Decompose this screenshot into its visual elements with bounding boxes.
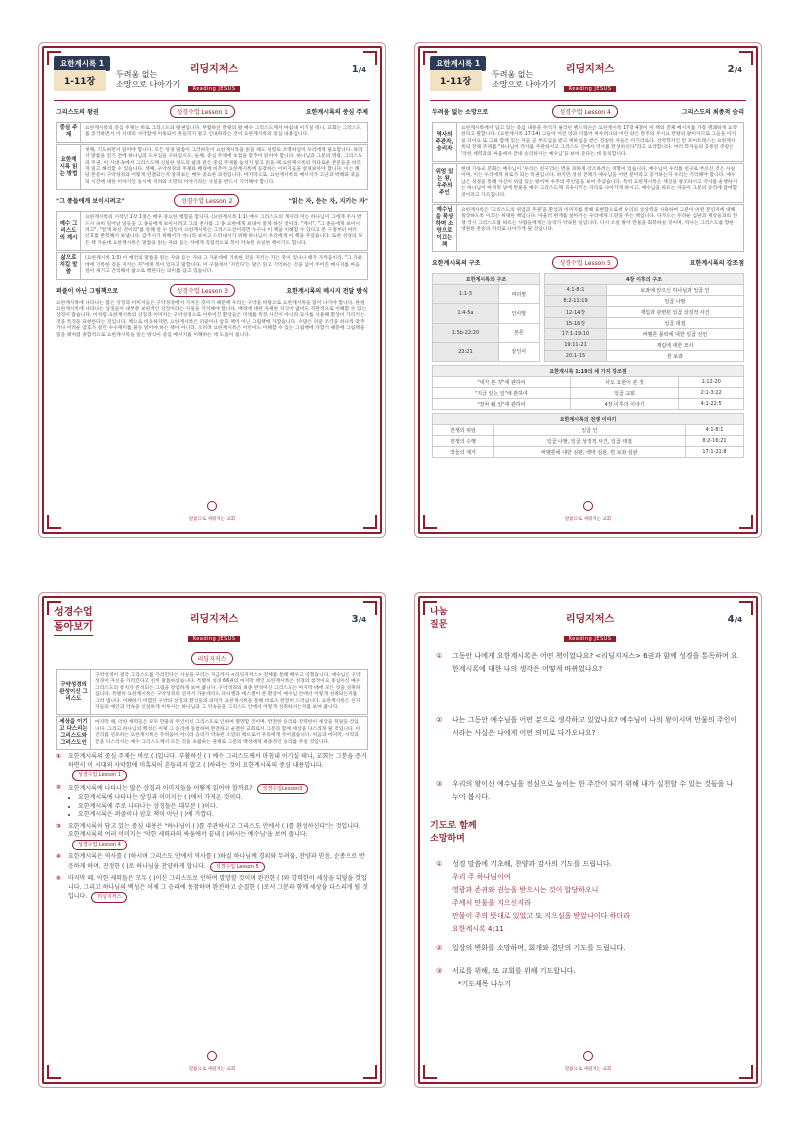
table-row xyxy=(433,304,540,323)
table-row xyxy=(545,329,744,340)
table-cell: 재림에 대한 묘사 xyxy=(606,340,743,351)
title-line: 나눔 xyxy=(430,607,448,617)
logo-subtext: Reading JESUS xyxy=(564,86,615,92)
subtitle xyxy=(492,70,556,90)
footer-text: 말씀으로 세워지는 교회 xyxy=(188,517,236,522)
table-row xyxy=(545,318,744,329)
table-row xyxy=(433,388,744,399)
page-current: 3 xyxy=(351,614,359,625)
table-cell: 전쟁의 위임 xyxy=(433,425,494,436)
church-logo-icon xyxy=(583,501,593,511)
review-question xyxy=(56,853,368,872)
prayer-title-wrap xyxy=(420,816,756,858)
table-row xyxy=(433,436,744,447)
box-text: 현대 기독교 문화는 예수님이 '우리는 친구'라는 면을 과하게 강조하려는 경향이 있습니다. 예수님이 우리를 친구로 부르신 것은 사실이며, 이는 우리에게 위로가 되는 특권입니다. 하지만 성경 전체가 예수님을 어떤 분이라고 증거하는지 우리는 기억해야 합니다. 예수님은 성경을 통해 자신이 위엄 있는 왕이며 우주의 주인임을 보여 주셨습니다. 특히 요한계시록은 세상을 창조하시고 역사를 운행하시는 하나님이 마지막 날에 만물을 예수 그리스도께 귀속시키는 자리로 나아가게 하시고, 예수님을 따르는 자들이 그분의 승리에 참여할 것이라고 가르칩니다. xyxy=(461,167,738,198)
lesson-pill: 성경수업 Lesson 5 xyxy=(210,862,265,873)
logo-subtext: Reading JESUS xyxy=(188,636,239,642)
sharing-title xyxy=(430,606,447,632)
question-text: 그동안 나에게 요한계시록은 어떤 책이었나요? <리딩지저스> 6권과 함께 성경을 통독하며 요한계시록에 대한 나의 생각은 어떻게 바뀌었나요? xyxy=(452,652,738,673)
table-cell: 전쟁의 수행 xyxy=(433,436,494,447)
page-1 xyxy=(42,46,382,534)
table-cell: 12-14장 xyxy=(545,307,607,318)
lesson-pill: 리딩지저스 xyxy=(91,892,127,903)
table-cell: 일곱 인 xyxy=(493,425,685,436)
section-left: 그리스도의 왕권 xyxy=(56,109,99,116)
table-cell: 일곱 교회 xyxy=(570,388,679,399)
number-2-icon: ② xyxy=(56,783,62,791)
lesson-pill: 성경수업 Lesson 1 xyxy=(72,770,127,781)
table-row xyxy=(433,399,744,410)
reading-jesus-logo xyxy=(174,610,254,644)
table-cell: 보좌에 앉으신 하나님과 일곱 인 xyxy=(606,285,743,296)
footer-text: 말씀으로 세워지는 교회 xyxy=(564,1067,612,1072)
table-cell: 4:1-22:5 xyxy=(679,399,744,410)
box-text: 요한계시록의 중심 주제는 바로 그리스도의 왕권입니다. 부활하신 만왕의 왕 예수 그리스도께서 마침내 이기실 테니, 교회는 그리스도를 증거하면서 이 시대의 사악함에 미혹되어 흔들리지 말고 인내하라는 것이 요한계시록의 중심 내용입니다. xyxy=(85,126,362,138)
review-title xyxy=(54,606,93,636)
box-label: 삶으로 지킬 말씀 xyxy=(57,253,81,278)
table-cell: 일곱 나팔 xyxy=(606,296,743,307)
content-box xyxy=(56,144,368,190)
section-left: "그 종들에게 보이시려고" xyxy=(56,198,125,206)
page-header xyxy=(54,56,370,98)
table-row xyxy=(433,323,540,342)
page-header xyxy=(430,606,746,648)
war-story-table xyxy=(432,413,744,458)
chapter-tag: 1-11장 xyxy=(430,70,482,91)
section-left: 두려움 없는 소망으로 xyxy=(432,109,489,116)
box-text: 구약성경이 결국 그리스도를 가리킨다는 사실을 우리는 지금까지 <리딩지저스> 전체를 통해 배우고 익혔습니다. 예수님은 구약성경이 자신을 가리킨다고 친히 말씀하셨습니다. 특별히 성경 66권의 마지막 책인 요한계시록은 성경의 첨정이요 중심이신 예수 그리스도의 통치가 완성되는 그림을 장엄하게 보여 줍니다. 구약성경의 최종 완성이신 그리스도는 마지막 때에 모든 것을 성취하십니다. 특별히 요한계시록은 구약성경의 선지서 가운데서도 다니엘과 에스겔이 본 환상이 예수님 안에서 어떻게 성취되는지를 그려 냅니다. 이해하기 어렵던 구약의 상징과 환상들의 의미가 요한계시록을 통해 비로소 완전히 드러납니다. 요한계시록은 선지자들의 예언과 약속을 신실하게 이루시는 하나님과 그 약속들을 그리스도 안에서 어떻게 성취하시는지를 보여 줍니다. xyxy=(95,673,361,711)
number-5-icon: ⑤ xyxy=(56,875,62,883)
content-box xyxy=(432,163,744,203)
reading-jesus-logo xyxy=(174,60,254,94)
review-question xyxy=(56,784,368,820)
chapter4-structure-table xyxy=(544,273,744,362)
table-cell: 끝인사 xyxy=(498,342,539,361)
church-logo-icon xyxy=(207,1051,217,1061)
page-4 xyxy=(418,596,758,1084)
table-cell: 흰 보좌 xyxy=(606,351,743,362)
page-total: /4 xyxy=(734,66,742,74)
page-header xyxy=(430,56,746,98)
box-text: 마지막 때, 악한 세력들은 모두 만물의 주인이신 그리스도로 인하여 멸망할 것이며, 완전한 승리와 강력한이 세상을 뒤덮을 것입니다. 그리고 하나님의 백성은 이제 그 승리에 동참하며 완전하고 순결한 교회로서 그분과 함께 세상을 다스리게 될 것입니다. 이 진리를 선포하는 요한계시록은 두려움이 아니라 승리가 약속된 소망의 책으로서 우리에게 주어졌습니다. 처음과 마지막, 시작과 끝을 다스리시는 예수 그리스도께서 모든 것을 초월하는 권세로 그분의 백성에게 최종적인 승리를 주실 것입니다. xyxy=(95,720,361,745)
logo-text: 리딩지저스 xyxy=(565,64,615,75)
table-cell: 일곱 대접 xyxy=(606,318,743,329)
reading-jesus-logo xyxy=(550,60,630,94)
page-total: /4 xyxy=(358,616,366,624)
box-label: 역사의 주관자, 승리자 xyxy=(433,123,457,161)
box-text: (요한계시록 1:3) 이 예언의 말씀을 읽는 자와 듣는 자와 그 가운데에 기록한 것을 지키는 자는 복이 있나니 때가 가까움이라. "그 가운데에 기록한 것을 지키는 자"에게 복이 있다고 말합니다. 이 구절에서 '지킨다'는 말은 읽고 기억하는 것을 넘어 주어진 메시지를 마음 깊이 새기고 간직해서 삶으로 행한다는 의미를 담고 있습니다. xyxy=(85,256,363,275)
table-cell: 19:11-21 xyxy=(545,340,607,351)
page-footer xyxy=(44,496,380,522)
box-label: 위엄 있는 왕, 우주의 주인 xyxy=(433,164,457,202)
table-cell: 22:21 xyxy=(433,342,499,361)
table-row xyxy=(545,351,744,362)
table-cell: 8:2-16:21 xyxy=(685,436,743,447)
lesson-pill: 성경수업 Lesson 4 xyxy=(552,105,617,118)
verse-line: 영광과 존귀와 권능을 받으시는 것이 합당하오니 xyxy=(452,886,599,894)
lesson-pill: 성경수업 Lesson 2 xyxy=(174,194,239,207)
number-3-icon: ③ xyxy=(56,822,62,830)
number-2-icon: ② xyxy=(436,716,443,724)
structure-table xyxy=(432,273,540,362)
table-cell: 본론 xyxy=(498,323,539,342)
question-text: 요한계시록은 역사를 ( )하시며 그리스도 안에서 역사를 ( )하실 하나님께 경외와 두려움, 찬양과 믿음, 순종으로 반응하게 하며, 진정한 ( )로 하나님을 찬양하게 합니다. xyxy=(68,853,365,870)
lesson-pill: 성경수업Lesson3 xyxy=(257,784,309,795)
table-row xyxy=(433,447,744,458)
table-cell: 일곱 나팔, 일곱 상징적 사건, 일곱 대접 xyxy=(493,436,685,447)
header-divider xyxy=(54,100,370,101)
table-row xyxy=(545,340,744,351)
logo-text: 리딩지저스 xyxy=(189,614,239,625)
number-1-icon: ① xyxy=(436,652,443,660)
prayer-text: 일상의 변화를 소망하며, 회개와 결단의 기도를 드립니다. xyxy=(452,944,626,952)
number-2-icon: ② xyxy=(436,944,443,952)
box-label: 요한계시록 읽는 방법 xyxy=(57,145,81,189)
table-title: 요한계시록의 구조 xyxy=(433,274,540,285)
page-current: 4 xyxy=(727,614,735,625)
series-tag: 요한계시록 1 xyxy=(54,56,110,71)
table-row xyxy=(433,285,540,304)
prayer-item xyxy=(436,942,740,955)
logo-text: 리딩지저스 xyxy=(189,64,239,75)
content-box xyxy=(56,716,368,750)
content-box xyxy=(432,204,744,252)
section-heading xyxy=(56,105,368,118)
section-heading xyxy=(432,256,744,269)
section-right: 요한계시록의 중심 주제 xyxy=(305,109,368,116)
verse-line: 주께서 만물을 지으신지라 xyxy=(452,899,531,907)
prayer-item xyxy=(436,965,740,991)
lesson-pill: 리딩지저스 xyxy=(191,652,234,665)
section-heading xyxy=(56,284,368,297)
table-cell: 17:1-21:8 xyxy=(685,447,743,458)
review-question xyxy=(56,753,368,781)
section-heading xyxy=(432,105,744,118)
table-cell: 재림과 관련된 일곱 상징적 사건 xyxy=(606,307,743,318)
page-2 xyxy=(418,46,758,534)
page-header xyxy=(54,606,370,648)
footer-text: 말씀으로 세워지는 교회 xyxy=(564,517,612,522)
table-cell: 바벨론 몰락에 대한 일곱 선언 xyxy=(606,329,743,340)
question-text: 요한계시록의 중심 주제는 바로 ( )입니다. 부활하신 ( ) 예수 그리스도께서 마침내 이기실 테니, 교회는 그분을 증거하면서 이 시대의 사악함에 미혹되어 흔들리지 말고 ( )하라는 것이 요한계시록의 중심 내용입니다. xyxy=(68,753,367,769)
content-box xyxy=(56,211,368,251)
page-3 xyxy=(42,596,382,1084)
page-current: 2 xyxy=(727,64,735,75)
box-label: 예수님을 묵상하며 소망으로 이끄는 책 xyxy=(433,205,457,251)
question-text: 마지막 때, 악한 세력들은 모두 ( )이신 그리스도로 인하여 멸망할 것이며 완전한 ( )와 강력한이 세상을 뒤덮을 것입니다. 그리고 하나님의 백성은 이제 그 승리에 동참하며 완전하고 순결한 ( )로서 그분과 함께 세상을 다스리게 될 것입니다. xyxy=(68,875,368,901)
table-row xyxy=(545,296,744,307)
logo-text: 리딩지저스 xyxy=(565,614,615,625)
page-number xyxy=(352,64,366,75)
table-title: 요한계시록의 전쟁 이야기 xyxy=(433,414,744,425)
prayer-text: 성경 말씀에 기초해, 찬양과 감사의 기도를 드립니다. xyxy=(452,860,612,868)
table-cell: 1:4-5a xyxy=(433,304,499,323)
page-footer xyxy=(44,1046,380,1072)
content-box xyxy=(56,252,368,279)
table-cell: 적들의 제거 xyxy=(433,447,494,458)
content-box xyxy=(432,122,744,162)
subtitle-line: 두려움 없는 xyxy=(116,70,158,79)
table-cell: "지금 있는 일"에 관하여 xyxy=(433,388,571,399)
page-footer xyxy=(420,1046,756,1072)
table-row xyxy=(545,307,744,318)
series-tag: 요한계시록 1 xyxy=(430,56,486,71)
page-number xyxy=(728,614,742,625)
title-line: 돌아보기 xyxy=(54,621,93,636)
review-question xyxy=(56,875,368,903)
question-text: 나는 그동안 예수님을 어떤 분으로 생각하고 있었나요? 예수님이 나의 왕이시며 만물의 주인이시라는 사실은 나에게 어떤 의미로 다가오나요? xyxy=(452,716,738,737)
number-3-icon: ③ xyxy=(436,780,443,788)
lesson-pill: 성경수업 Lesson 3 xyxy=(170,284,235,297)
box-text: 요한계시록은 '그리스도의 위엄과 주권'을 환상과 이미지를 통해 표현함으로써 우리의 상상력을 사용하여 그분이 어떤 분인지에 대해 묵상하도록 이끄는 위대한 책입니다. 아울러 현재를 살아가는 우리에게 소망을 주는 책입니다. 다가오는 두려운 심판과 재앙들과의 전쟁 역시 그리스도를 따르는 사람들에게는 승리가 약속된 일입니다. 다시 오실 왕이 만물을 회복하실 것이며, 역사는 그리스도를 향한 영원한 찬송의 자리로 나아가게 될 것입니다. xyxy=(461,208,738,233)
verse-reference: 요한계시록 4:11 xyxy=(452,925,504,933)
church-logo-icon xyxy=(207,501,217,511)
question-bullet: • 요한계시록은 퍼즐이나 암호 책이 아닌 ( )에 가깝다. xyxy=(78,811,308,820)
subtitle xyxy=(116,70,180,90)
page-number xyxy=(352,614,366,625)
question-text: 요한계시록이 담고 있는 중심 내용은 "하나님이 ( )를 주관하시고 그리스도 안에서 ( )를 완성하신다"는 것입니다. 요한계시록의 여러 이미지는 '악한 세력과의 싸움에서 끝내 ( )하시는 예수님'을 보여 줍니다. xyxy=(68,822,361,839)
table-row xyxy=(433,425,744,436)
table-row xyxy=(433,342,540,361)
table-cell: 17:1-19:10 xyxy=(545,329,607,340)
table-cell: 1:12-20 xyxy=(679,377,744,388)
box-label: 예수 그리스도의 계시 xyxy=(57,212,81,250)
lesson-pill: 성경수업 Lesson 5 xyxy=(552,256,617,269)
table-cell: "네가 본 것"에 관하여 xyxy=(433,377,571,388)
prayer-note: *기도제목 나누기 xyxy=(458,980,512,988)
lesson-pill: 성경수업 Lesson 1 xyxy=(170,105,235,118)
emphasis-table xyxy=(432,365,744,410)
header-divider xyxy=(430,100,746,101)
footer-text: 말씀으로 세워지는 교회 xyxy=(188,1067,236,1072)
table-title: 4장 이후의 구조 xyxy=(545,274,744,285)
subtitle-line: 소망으로 나아가기 xyxy=(116,80,181,89)
structure-tables xyxy=(432,273,744,362)
logo-subtext: Reading JESUS xyxy=(564,636,615,642)
section-heading xyxy=(56,194,368,207)
sharing-question xyxy=(436,778,740,804)
box-label: 구약성경의 완성이신 그리스도 xyxy=(57,670,91,714)
table-cell: 머리말 xyxy=(498,285,539,304)
table-cell: 1:1-3 xyxy=(433,285,499,304)
table-cell: 1:5b-22:20 xyxy=(433,323,499,342)
subtitle-line: 소망으로 나아가기 xyxy=(492,80,557,89)
box-label: 세상을 이기고 다스리는 그리스도와 그리스도인 xyxy=(57,717,91,749)
table-title: 요한계시록 1:19의 세 가지 강조점 xyxy=(433,366,744,377)
prayer-title xyxy=(430,820,477,846)
table-cell: "장차 될 일"에 관하여 xyxy=(433,399,571,410)
page-current: 1 xyxy=(351,64,359,75)
number-3-icon: ③ xyxy=(436,967,443,975)
page-total: /4 xyxy=(358,66,366,74)
table-cell: 바벨론에 대한 심판, 백마 심판, 흰 보좌 심판 xyxy=(493,447,685,458)
table-cell: 4장 이후의 이야기 xyxy=(570,399,679,410)
table-cell: 2:1-3:22 xyxy=(679,388,744,399)
page-total: /4 xyxy=(734,616,742,624)
box-label: 중심 주제 xyxy=(57,123,81,142)
lesson-pill: 성경수업 Lesson 4 xyxy=(72,840,127,851)
section-left: 요한계시록의 구조 xyxy=(432,260,481,268)
body-paragraph: 요한계시록에 나타나는 많은 상징과 이미지들은 구약성경에서 가져온 것이기 때문에 우리는 구약을 바탕으로 요한계시록을 읽어 나가야 합니다. 한편 요한계시록에 나타나는 상징들이 대부분 보편적인 상징이라는 사실을 기억해야 합니다. 배경에 대한 자세한 지식이 없어도 직관적으로 이해할 수 있는 상징이 많습니다. 이처럼 요한계시록의 상징과 이미지는 구약성경으로 이루어진 환상들은 미래를 특정 사건이 아니라 묘사를 사용해 환상이 가리키는 것을 특징을 표현한다는 것입니다. 책으로 비유하자면, 요한계시록은 퍼즐이나 암호 책이 아닌 그림책에 가깝습니다. 수많은 퍼즐 조각을 하나씩 맞추거나 어려운 암호가 걸린 수수께끼를 풀듯 읽어야 하는 책이 아니라, 오히려 요한계시록은 어린이도 이해할 수 있는 그림책에 가깝기 때문에 그림책을 읽을 때처럼 종합적으로 요한계시록을 읽는 방식이 중심 메시지를 이해하는 데 도움이 됩니다. xyxy=(56,300,367,338)
section-heading xyxy=(56,652,368,665)
page-footer xyxy=(420,496,756,522)
section-left: 퍼즐이 아닌 그림책으로 xyxy=(56,287,119,295)
section-right: 요한계시록의 메시지 전달 방식 xyxy=(286,287,368,295)
sharing-question xyxy=(436,714,740,740)
box-text: 첫째, 기도하면서 읽어야 합니다. 모든 성경 말씀이 그러하듯이 요한계시록을 읽을 때도 성령의 조명하심이 우리에게 필요합니다. 따라서 말씀을 읽기 전에 하나님의 도우심을 구하십시오. 둘째, 중심 주제에 초점을 맞추어 읽어야 합니다. 하나님과 그분의 영광, 그리스도의 주권, 이 시대 속에서 그리스도께 신실한 성도의 삶과 같은 중심 주제를 놓치지 말고 읽을 때 요한계시록의 까다로운 본문들을 바르게 읽고 해석할 수 있습니다. 셋째, 구약성경의 주제와 배경에 비추어 요한계시록에 등장하는 이미지들을 살펴보아야 합니다. 이는 해당 본문이 구약성경과 어떻게 연결되는지 살펴보는 매우 중요한 과정입니다. 마지막으로, 요한계시록의 메시지가 고난과 박해와 죽음의 시간에 대한 이야기인 동시에 격려와 소망의 이야기라는 사실을 반드시 기억해야 합니다. xyxy=(85,147,363,185)
section-right: 그리스도의 최종적 승리 xyxy=(681,109,744,116)
reading-jesus-logo xyxy=(550,610,630,644)
subtitle-line: 두려움 없는 xyxy=(492,70,534,79)
content-box xyxy=(56,669,368,715)
verse-line: 우리 주 하나님이여 xyxy=(452,873,511,881)
question-bullet: • 요한계시록에 주로 나타나는 상징들은 대부분 ( )이다. xyxy=(78,803,308,812)
table-cell: 4:1-8:1 xyxy=(685,425,743,436)
question-text: 요한계시록에 나타나는 많은 상징과 이미지들을 어떻게 읽어야 할까요? xyxy=(68,784,253,792)
verse-line: 만물이 주의 뜻대로 있었고 또 지으심을 받았나이다 하더라 xyxy=(452,912,630,920)
question-bullet: • 요한계시록에 나타나는 상징과 이미지는 ( )에서 가져온 것이다. xyxy=(78,794,308,803)
box-text: 요한계시록의 시작인 1장 1절은 매우 중요한 행함을 합니다. (요한계시록 1:1) 예수 그리스도의 계시라 이는 하나님이 그에게 주사 반드시 속히 일어날 일들을 그 종들에게 보이시려고 그의 천사를 그 종 요한에게 보내어 알게 하신 것이라. "계시", "그 종들에게 보이시려고", "알게 하신 것이라"를 통해 알 수 있듯이 요한계시록은 그리스도인이라면 누구나 이 책을 이해할 수 있다고 본 구절부터 여러 신호를 반복해서 보냅니다. 감추시기 위해서가 아니라 보이고 드러내시기 위해 하나님이 우리에게 이 책을 주셨습니다. 또한 성경의 모든 책 가운데 요한계시록은 말씀을 읽는 자와 듣는 자에게 직접적으로 복이 약속된 유일한 책이기도 합니다. xyxy=(85,215,363,246)
page-number xyxy=(728,64,742,75)
section-right: "읽는 자, 듣는 자, 지키는 자" xyxy=(288,198,368,206)
sharing-question xyxy=(436,650,740,676)
logo-subtext: Reading JESUS xyxy=(188,86,239,92)
section-right: 요한계시록의 강조점 xyxy=(689,260,744,268)
table-cell: 20:1-15 xyxy=(545,351,607,362)
title-line: 성경수업 xyxy=(54,606,93,621)
table-cell: 15-16장 xyxy=(545,318,607,329)
table-cell: 인사말 xyxy=(498,304,539,323)
table-row xyxy=(433,377,744,388)
title-line: 질문 xyxy=(430,620,448,630)
table-row xyxy=(545,285,744,296)
prayer-item xyxy=(436,858,740,936)
content-box xyxy=(56,122,368,143)
title-line: 기도로 함께 xyxy=(430,821,477,831)
question-text: 우리의 왕이신 예수님을 전심으로 높이는 한 주간이 되기 위해 내가 실천할 수 있는 것들을 나누어 봅시다. xyxy=(452,780,734,801)
number-4-icon: ④ xyxy=(56,853,62,861)
table-cell: 8:2-11:19 xyxy=(545,296,607,307)
box-text: 요한계시록에서 담고 있는 중심 내용을 주석가 필리핀 헨드릭슨은 요한계시록 17장 4절이 이 책의 전체 메시지를 가장 명쾌하게 요약한다고 말합니다. (요한계시록 17:14) 그들이 어린 양과 더불어 싸우려니와 어린 양은 만주의 주시요 만왕의 왕이시므로 그들을 이기실 터이요 또 그와 함께 있는 자들 곧 부르심을 받고 택하심을 받은 진실한 자들은 이기리로다. 신약학자인 빈 포이트레스는 요한계시록의 전체 주제를 "하나님이 역사를 주관하시고 그리스도 안에서 역사를 완성하신다"라고 요약합니다. 여러 학자들의 공통된 주장은 '악한 세력과의 싸움에서 끝내 승리하시는 예수님'을 보여 준다는 데 동의합니다. xyxy=(461,126,738,157)
chapter-tag: 1-11장 xyxy=(54,70,106,91)
title-line: 소망하며 xyxy=(430,834,465,844)
table-cell: 사도 요한이 본 것 xyxy=(570,377,679,388)
prayer-text: 서로를 위해, 또 교회를 위해 기도합니다. xyxy=(452,967,576,975)
review-question xyxy=(56,823,368,851)
number-1-icon: ① xyxy=(56,753,62,761)
number-1-icon: ① xyxy=(436,860,443,868)
table-cell: 4:1-8:1 xyxy=(545,285,607,296)
church-logo-icon xyxy=(583,1051,593,1061)
